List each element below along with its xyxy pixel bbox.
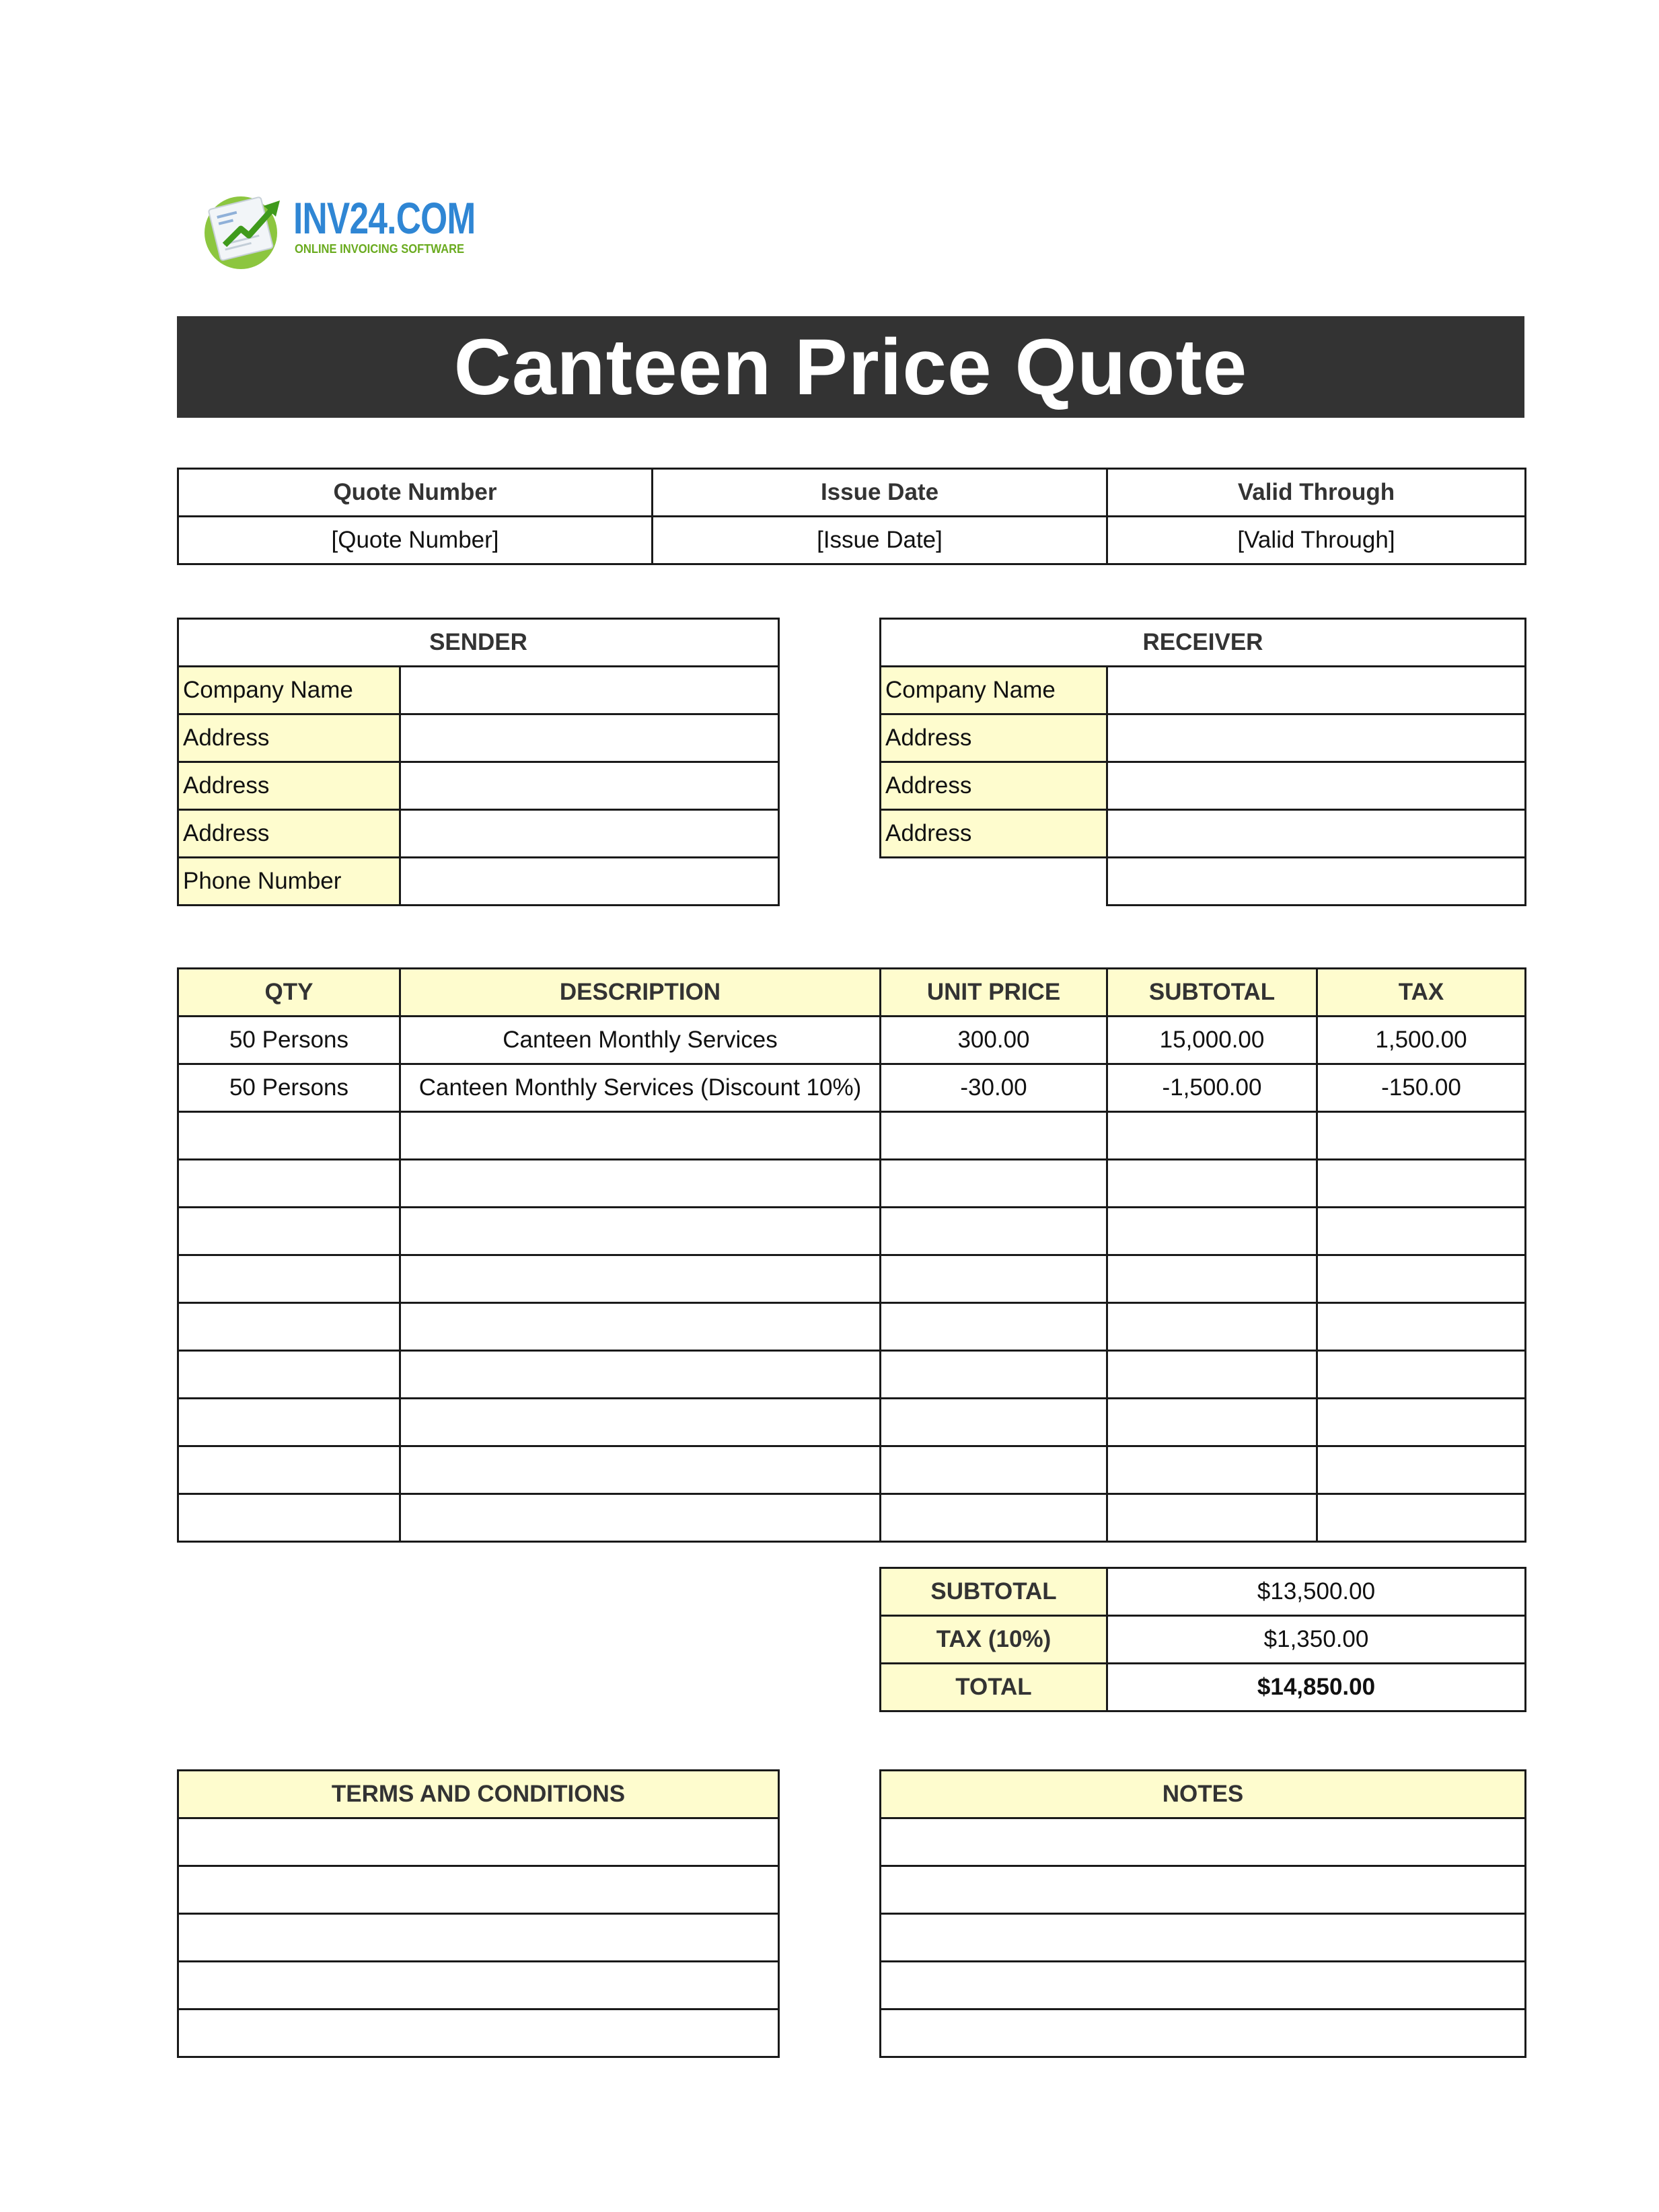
table-row xyxy=(178,1064,1526,1112)
receiver-address-field[interactable] xyxy=(1107,810,1526,858)
unit-price-cell[interactable] xyxy=(881,1208,1107,1255)
subtotal-cell[interactable]: 15,000.00 xyxy=(1107,1017,1317,1064)
notes-line[interactable] xyxy=(881,1866,1526,1914)
unit-price-cell[interactable] xyxy=(881,1494,1107,1542)
empty-row xyxy=(178,1112,1526,1160)
tax-cell[interactable] xyxy=(1317,1399,1526,1446)
qty-cell[interactable] xyxy=(178,1446,400,1494)
terms-heading: TERMS AND CONDITIONS xyxy=(178,1771,779,1818)
qty-cell[interactable] xyxy=(178,1255,400,1303)
terms-line[interactable] xyxy=(178,1962,779,2010)
unit-price-cell[interactable] xyxy=(881,1351,1107,1399)
valid-through-header: Valid Through xyxy=(1107,469,1526,517)
subtotal-cell[interactable] xyxy=(1107,1208,1317,1255)
description-cell[interactable]: Canteen Monthly Services xyxy=(400,1017,881,1064)
qty-cell[interactable] xyxy=(178,1112,400,1160)
tax-cell[interactable] xyxy=(1317,1351,1526,1399)
tax-cell[interactable] xyxy=(1317,1208,1526,1255)
terms-line[interactable] xyxy=(178,1866,779,1914)
terms-table xyxy=(177,1769,780,2058)
receiver-address-label: Address xyxy=(881,714,1107,762)
empty-row xyxy=(178,1208,1526,1255)
tax-cell[interactable]: 1,500.00 xyxy=(1317,1017,1526,1064)
tax-cell[interactable] xyxy=(1317,1255,1526,1303)
receiver-address-field[interactable] xyxy=(1107,762,1526,810)
qty-cell[interactable] xyxy=(178,1160,400,1208)
notes-line[interactable] xyxy=(881,1962,1526,2010)
terms-line[interactable] xyxy=(178,1818,779,1866)
description-cell[interactable] xyxy=(400,1303,881,1351)
description-cell[interactable] xyxy=(400,1446,881,1494)
subtotal-cell[interactable] xyxy=(1107,1399,1317,1446)
issue-date-field[interactable]: [Issue Date] xyxy=(653,517,1107,564)
unit-price-cell[interactable] xyxy=(881,1446,1107,1494)
qty-cell[interactable] xyxy=(178,1351,400,1399)
sender-company-label: Company Name xyxy=(178,667,400,714)
subtotal-cell[interactable]: -1,500.00 xyxy=(1107,1064,1317,1112)
notes-line[interactable] xyxy=(881,2010,1526,2057)
notes-line[interactable] xyxy=(881,1914,1526,1962)
receiver-address-field[interactable] xyxy=(1107,714,1526,762)
title-bar xyxy=(177,316,1524,418)
quote-number-field[interactable]: [Quote Number] xyxy=(178,517,653,564)
empty-row xyxy=(178,1255,1526,1303)
table-row xyxy=(178,1017,1526,1064)
qty-cell[interactable] xyxy=(178,1494,400,1542)
items-table xyxy=(177,967,1526,1543)
tax-label: TAX (10%) xyxy=(881,1616,1107,1664)
unit-price-cell[interactable] xyxy=(881,1160,1107,1208)
issue-date-header: Issue Date xyxy=(653,469,1107,517)
total-label: TOTAL xyxy=(881,1664,1107,1711)
subtotal-cell[interactable] xyxy=(1107,1446,1317,1494)
qty-header: QTY xyxy=(178,969,400,1017)
unit-price-cell[interactable] xyxy=(881,1255,1107,1303)
description-cell[interactable] xyxy=(400,1351,881,1399)
qty-cell[interactable] xyxy=(178,1303,400,1351)
logo-icon xyxy=(202,187,289,270)
notes-heading: NOTES xyxy=(881,1771,1526,1818)
sender-address-field[interactable] xyxy=(400,810,779,858)
sender-address-label: Address xyxy=(178,714,400,762)
qty-cell[interactable]: 50 Persons xyxy=(178,1064,400,1112)
tax-value: $1,350.00 xyxy=(1107,1616,1526,1664)
receiver-company-label: Company Name xyxy=(881,667,1107,714)
sender-address-label: Address xyxy=(178,762,400,810)
subtotal-header: SUBTOTAL xyxy=(1107,969,1317,1017)
receiver-spacer xyxy=(881,858,1107,906)
tax-cell[interactable]: -150.00 xyxy=(1317,1064,1526,1112)
empty-row xyxy=(178,1303,1526,1351)
total-value: $14,850.00 xyxy=(1107,1664,1526,1711)
tax-cell[interactable] xyxy=(1317,1446,1526,1494)
quote-info-table xyxy=(177,468,1526,565)
description-cell[interactable] xyxy=(400,1208,881,1255)
quote-number-header: Quote Number xyxy=(178,469,653,517)
logo-name: INV24.COM xyxy=(293,193,476,243)
sender-address-field[interactable] xyxy=(400,714,779,762)
receiver-address-label: Address xyxy=(881,762,1107,810)
unit-price-header: UNIT PRICE xyxy=(881,969,1107,1017)
description-cell[interactable]: Canteen Monthly Services (Discount 10%) xyxy=(400,1064,881,1112)
tax-header: TAX xyxy=(1317,969,1526,1017)
sender-heading: SENDER xyxy=(178,619,779,667)
qty-cell[interactable] xyxy=(178,1208,400,1255)
tax-cell[interactable] xyxy=(1317,1160,1526,1208)
subtotal-cell[interactable] xyxy=(1107,1255,1317,1303)
empty-row xyxy=(178,1494,1526,1542)
terms-line[interactable] xyxy=(178,1914,779,1962)
unit-price-cell[interactable] xyxy=(881,1112,1107,1160)
company-logo xyxy=(202,187,476,270)
notes-table xyxy=(879,1769,1526,2058)
description-cell[interactable] xyxy=(400,1494,881,1542)
description-cell[interactable] xyxy=(400,1255,881,1303)
totals-table xyxy=(879,1567,1526,1712)
receiver-table xyxy=(879,618,1526,906)
empty-row xyxy=(178,1399,1526,1446)
receiver-extra-field[interactable] xyxy=(1107,858,1526,906)
valid-through-field[interactable]: [Valid Through] xyxy=(1107,517,1526,564)
logo-tagline: ONLINE INVOICING SOFTWARE xyxy=(295,242,465,256)
subtotal-label: SUBTOTAL xyxy=(881,1568,1107,1616)
description-cell[interactable] xyxy=(400,1112,881,1160)
description-cell[interactable] xyxy=(400,1160,881,1208)
unit-price-cell[interactable]: -30.00 xyxy=(881,1064,1107,1112)
subtotal-cell[interactable] xyxy=(1107,1494,1317,1542)
sender-address-field[interactable] xyxy=(400,762,779,810)
terms-line[interactable] xyxy=(178,2010,779,2057)
notes-line[interactable] xyxy=(881,1818,1526,1866)
tax-cell[interactable] xyxy=(1317,1112,1526,1160)
qty-cell[interactable]: 50 Persons xyxy=(178,1017,400,1064)
unit-price-cell[interactable]: 300.00 xyxy=(881,1017,1107,1064)
empty-row xyxy=(178,1160,1526,1208)
tax-cell[interactable] xyxy=(1317,1494,1526,1542)
sender-company-field[interactable] xyxy=(400,667,779,714)
unit-price-cell[interactable] xyxy=(881,1303,1107,1351)
sender-phone-label: Phone Number xyxy=(178,858,400,906)
subtotal-cell[interactable] xyxy=(1107,1112,1317,1160)
qty-cell[interactable] xyxy=(178,1399,400,1446)
subtotal-value: $13,500.00 xyxy=(1107,1568,1526,1616)
description-cell[interactable] xyxy=(400,1399,881,1446)
sender-table xyxy=(177,618,780,906)
subtotal-cell[interactable] xyxy=(1107,1160,1317,1208)
empty-row xyxy=(178,1446,1526,1494)
sender-phone-field[interactable] xyxy=(400,858,779,906)
tax-cell[interactable] xyxy=(1317,1303,1526,1351)
sender-address-label: Address xyxy=(178,810,400,858)
empty-row xyxy=(178,1351,1526,1399)
receiver-heading: RECEIVER xyxy=(881,619,1526,667)
unit-price-cell[interactable] xyxy=(881,1399,1107,1446)
receiver-company-field[interactable] xyxy=(1107,667,1526,714)
description-header: DESCRIPTION xyxy=(400,969,881,1017)
subtotal-cell[interactable] xyxy=(1107,1351,1317,1399)
receiver-address-label: Address xyxy=(881,810,1107,858)
page-title: Canteen Price Quote xyxy=(453,322,1248,412)
subtotal-cell[interactable] xyxy=(1107,1303,1317,1351)
